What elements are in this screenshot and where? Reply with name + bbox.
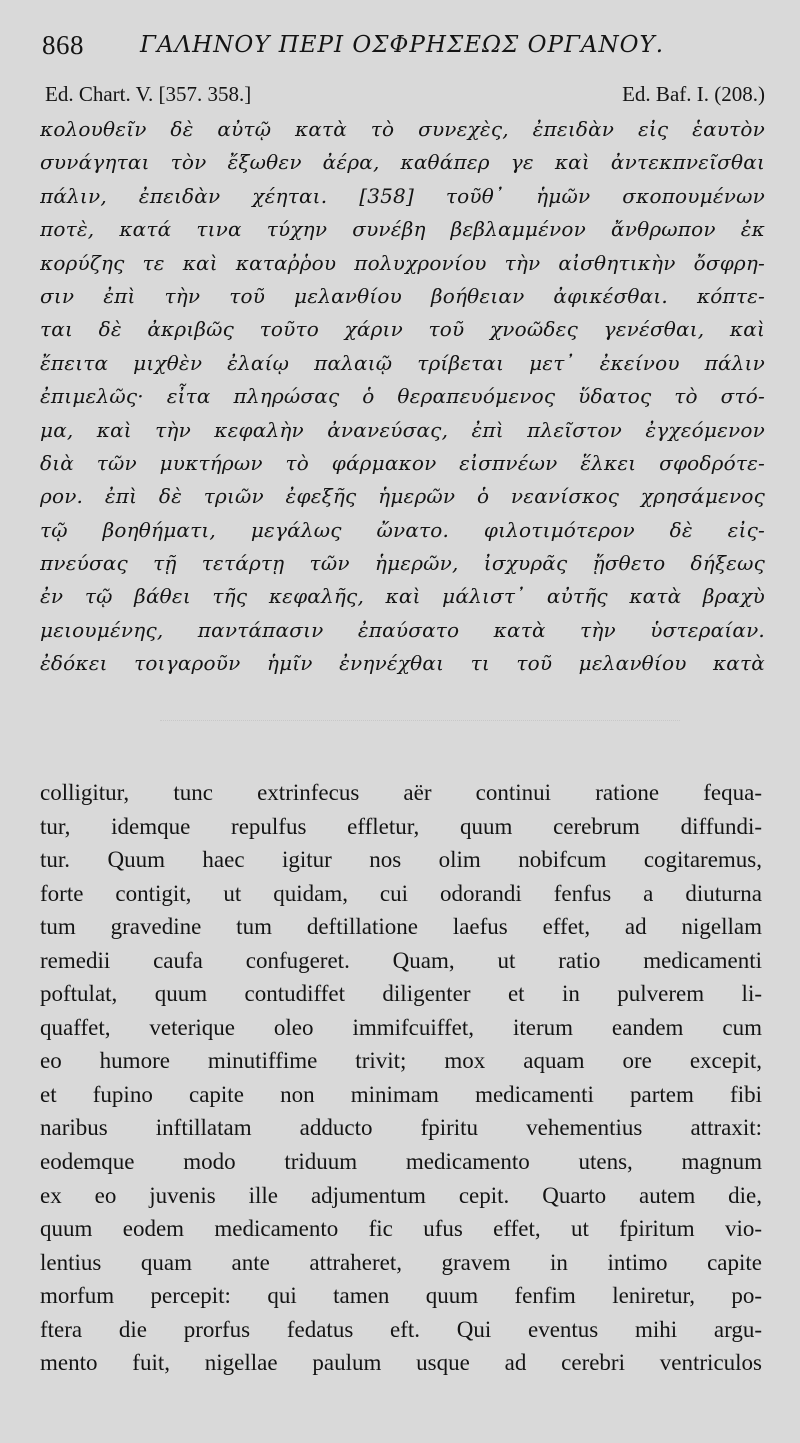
latin-text-line: quum eodem medicamento fic ufus effet, ut fpiritum vio- [40, 1216, 762, 1242]
latin-text-line: colligitur, tunc extrinfecus aër continui ratione fequa- [40, 780, 762, 805]
edition-reference-line [45, 82, 765, 110]
latin-text-line: eodemque modo triduum medicamento utens, magnum [40, 1149, 762, 1175]
edition-basel-reference: Ed. Baf. I. (208.) [622, 82, 765, 106]
greek-text-line: ἐν τῷ βάθει τῆς κεφαλῆς, καὶ μάλιστ᾽ αὐτῆς κατὰ βραχὺ [40, 584, 765, 609]
page-number: 868 [42, 30, 84, 60]
latin-text-block [40, 776, 762, 1380]
bleed-through-mark [160, 720, 680, 727]
greek-text-block [40, 113, 765, 681]
greek-text-line: ποτὲ, κατά τινα τύχην συνέβη βεβλαμμένον ἄνθρωπον ἐκ [40, 217, 765, 242]
greek-text-line: ρον. ἐπὶ δὲ τριῶν ἐφεξῆς ἡμερῶν ὁ νεανίσκος χρησάμενος [40, 484, 765, 509]
greek-text-line: τῷ βοηθήματι, μεγάλως ὤνατο. φιλοτιμότερον δὲ εἰς- [40, 517, 765, 542]
greek-text-line: συνάγηται τὸν ἔξωθεν ἀέρα, καθάπερ γε καὶ ἀντεκπνεῖσθαι [40, 150, 765, 175]
greek-text-line: ἐπιμελῶς· εἶτα πληρώσας ὁ θεραπευόμενος ὕδατος τὸ στό- [40, 384, 765, 409]
latin-text-line: tur, idemque repulfus effletur, quum cerebrum diffundi- [40, 813, 762, 839]
greek-text-line: μα, καὶ τὴν κεφαλὴν ἀνανεύσας, ἐπὶ πλεῖστον ἐγχεόμενον [40, 417, 765, 442]
latin-text-line: quaffet, veterique oleo immifcuiffet, iterum eandem cum [40, 1014, 762, 1040]
latin-text-line: mento fuit, nigellae paulum usque ad cerebri ventriculos [40, 1350, 762, 1376]
greek-text-line: πνεύσας τῇ τετάρτῃ τῶν ἡμερῶν, ἰσχυρᾶς ᾔσθετο δήξεως [40, 551, 765, 576]
latin-text-line: ftera die prorfus fedatus eft. Qui eventus mihi argu- [40, 1316, 762, 1342]
greek-text-line: κολουθεῖν δὲ αὐτῷ κατὰ τὸ συνεχὲς, ἐπειδὰν εἰς ἑαυτὸν [40, 117, 765, 141]
greek-text-line: κορύζης τε καὶ καταῤῥου πολυχρονίου τὴν αἰσθητικὴν ὄσφρη- [40, 250, 765, 275]
latin-text-line: forte contigit, ut quidam, cui odorandi fenfus a diuturna [40, 880, 762, 906]
latin-text-line: lentius quam ante attraheret, gravem in intimo capite [40, 1249, 762, 1275]
greek-text-line: ἔπειτα μιχθὲν ἐλαίῳ παλαιῷ τρίβεται μετ᾽ ἐκείνου πάλιν [40, 350, 765, 375]
greek-text-line: μειουμένης, παντάπασιν ἐπαύσατο κατὰ τὴν ὑστεραίαν. [40, 617, 765, 642]
latin-text-line: naribus inftillatam adducto fpiritu vehementius attraxit: [40, 1115, 762, 1141]
latin-text-line: tum gravedine tum deftillatione laefus effet, ad nigellam [40, 914, 762, 940]
running-title: ΓΑΛΗΝΟΥ ΠΕΡΙ ΟΣΦΡΗΣΕΩΣ ΟΡΓΑΝΟΥ. [140, 32, 665, 58]
latin-text-line: remedii caufa confugeret. Quam, ut ratio medicamenti [40, 947, 762, 973]
latin-text-line: tur. Quum haec igitur nos olim nobifcum cogitaremus, [40, 847, 762, 873]
greek-text-line: ται δὲ ἀκριβῶς τοῦτο χάριν τοῦ χνοῶδες γενέσθαι, καὶ [40, 317, 765, 342]
edition-chartier-reference: Ed. Chart. V. [357. 358.] [45, 82, 252, 106]
greek-text-line: πάλιν, ἐπειδὰν χέηται. [358] τοῦθ᾽ ἡμῶν σκοπουμένων [40, 183, 765, 208]
greek-text-line: σιν ἐπὶ τὴν τοῦ μελανθίου βοήθειαν ἀφικέσθαι. κόπτε- [40, 283, 765, 308]
latin-text-line: et fupino capite non minimam medicamenti partem fibi [40, 1081, 762, 1107]
latin-text-line: ex eo juvenis ille adjumentum cepit. Quarto autem die, [40, 1182, 762, 1208]
latin-text-line: poftulat, quum contudiffet diligenter et in pulverem li- [40, 981, 762, 1007]
greek-text-line: διὰ τῶν μυκτήρων τὸ φάρμακον εἰσπνέων ἕλκει σφοδρότε- [40, 450, 765, 475]
latin-text-line: eo humore minutiffime trivit; mox aquam ore excepit, [40, 1048, 762, 1074]
greek-text-line: ἐδόκει τοιγαροῦν ἡμῖν ἐνηνέχθαι τι τοῦ μελανθίου κατὰ [40, 651, 765, 676]
page-header [40, 30, 780, 70]
latin-text-line: morfum percepit: qui tamen quum fenfim leniretur, po- [40, 1283, 762, 1309]
